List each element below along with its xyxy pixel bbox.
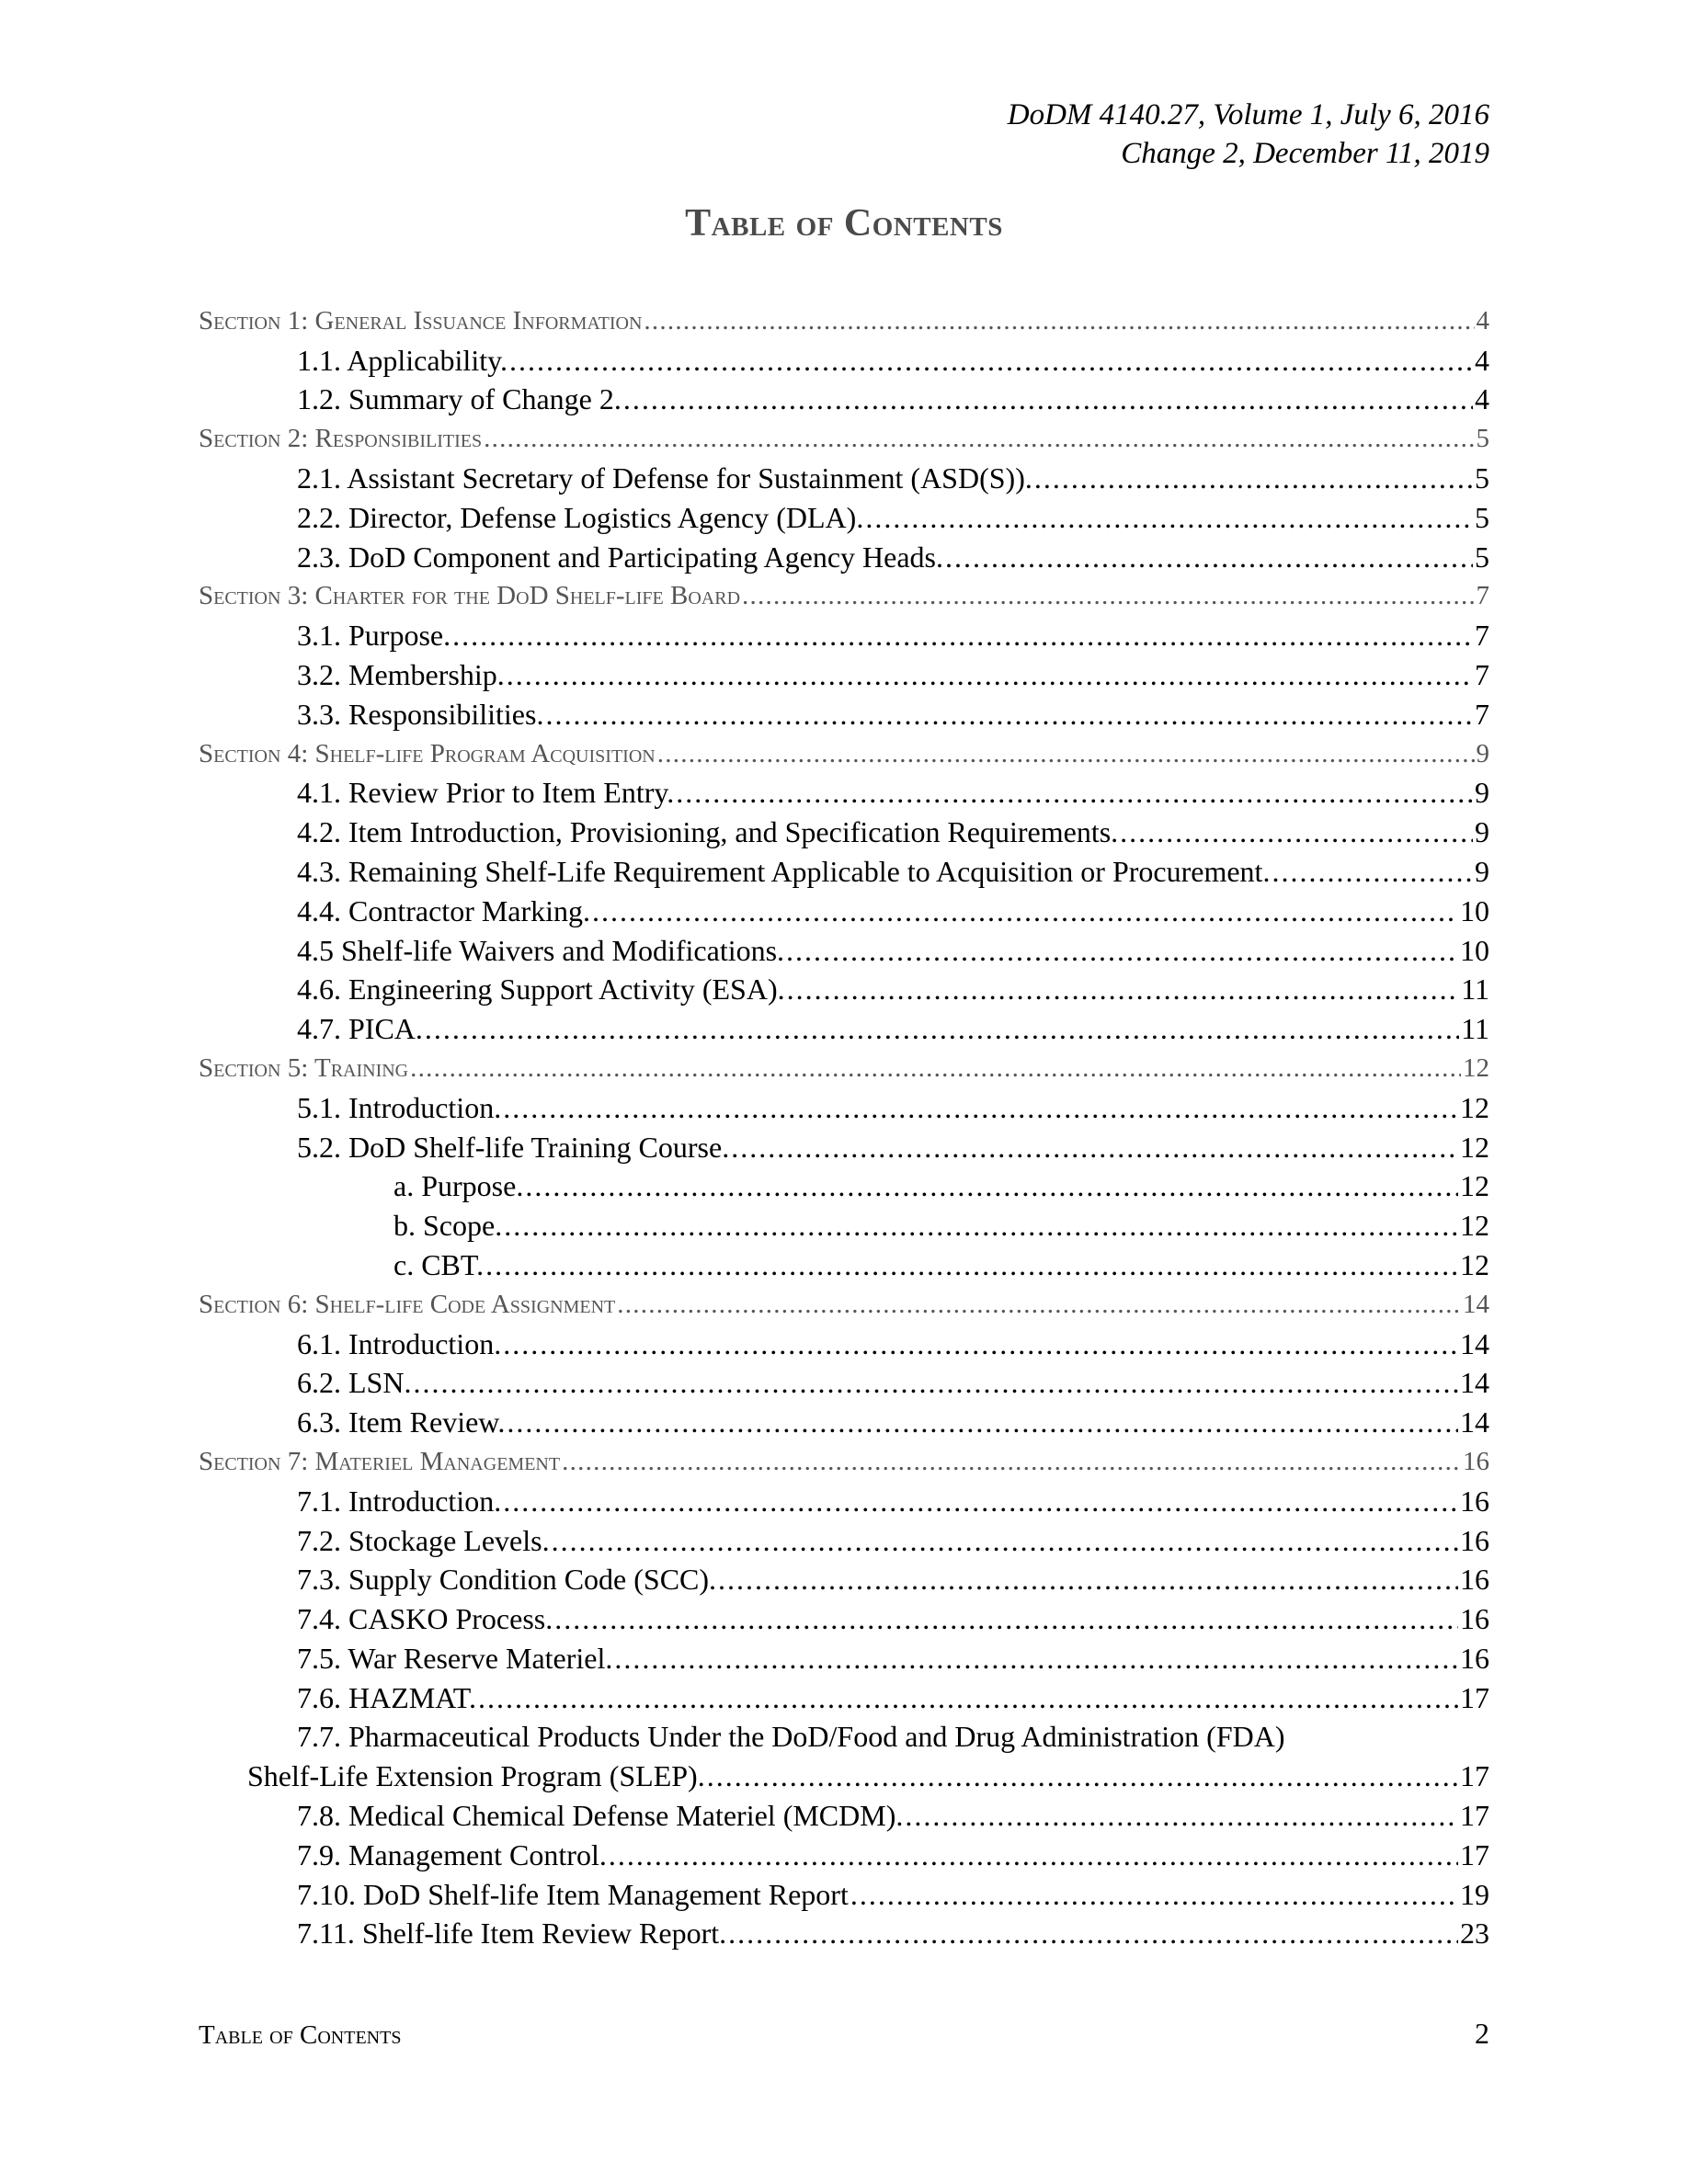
- toc-entry-page-number: 4: [1475, 382, 1489, 416]
- dot-leader: [413, 1364, 1458, 1401]
- toc-entry[interactable]: [199, 1834, 1489, 1873]
- dot-leader: [787, 971, 1460, 1007]
- toc-entry[interactable]: [199, 339, 1489, 379]
- toc-entry-title: Section 6: Shelf-life Code Assignment: [199, 1289, 616, 1319]
- toc-entry-page-number: 5: [1475, 500, 1489, 534]
- dot-leader: [552, 1522, 1458, 1559]
- toc-entry-title: 4.7. PICA.: [297, 1012, 423, 1046]
- dot-leader: [478, 1679, 1458, 1716]
- toc-entry[interactable]: [199, 1480, 1489, 1519]
- toc-entry-title: 3.2. Membership.: [297, 657, 505, 691]
- toc-entry-page-number: 4: [1475, 343, 1489, 377]
- toc-entry-title: 5.1. Introduction.: [297, 1090, 502, 1124]
- toc-entry[interactable]: [199, 1204, 1489, 1244]
- dot-leader: [507, 656, 1473, 693]
- toc-entry-title: 3.3. Responsibilities.: [297, 697, 544, 731]
- toc-section-entry[interactable]: [199, 300, 1489, 339]
- toc-entry-title: Shelf-Life Extension Program (SLEP).: [247, 1759, 705, 1793]
- toc-entry-page-number: 14: [1463, 1289, 1489, 1319]
- toc-entry-page-number: 10: [1460, 893, 1489, 927]
- toc-entry-title: 5.2. DoD Shelf-life Training Course.: [297, 1130, 730, 1164]
- dot-leader: [503, 1325, 1458, 1362]
- toc-entry-title: Section 7: Materiel Management: [199, 1446, 561, 1476]
- toc-entry-page-number: 16: [1460, 1563, 1489, 1597]
- toc-entry-title: 6.3. Item Review.: [297, 1405, 506, 1439]
- dot-leader: [850, 1876, 1458, 1913]
- toc-entry[interactable]: [199, 379, 1489, 418]
- dot-leader: [545, 696, 1473, 733]
- toc-entry-page-number: 17: [1460, 1837, 1489, 1871]
- toc-entry[interactable]: [199, 1755, 1489, 1794]
- toc-entry-title: 7.6. HAZMAT.: [297, 1680, 476, 1714]
- toc-entry-page-number: 5: [1475, 461, 1489, 495]
- toc-entry-title: 7.10. DoD Shelf-life Item Management Report: [297, 1877, 849, 1911]
- toc-entry-title: Section 2: Responsibilities: [199, 424, 483, 454]
- dot-leader: [525, 1167, 1458, 1204]
- footer-page-number: 2: [1475, 2017, 1489, 2050]
- toc-entry-title: 3.1. Purpose.: [297, 619, 451, 653]
- toc-entry-title: 4.6. Engineering Support Activity (ESA).: [297, 973, 785, 1007]
- toc-entry-title: 4.1. Review Prior to Item Entry.: [297, 776, 675, 810]
- toc-entry-page-number: 14: [1460, 1405, 1489, 1439]
- header-document-id: DoDM 4140.27, Volume 1, July 6, 2016: [1007, 98, 1489, 131]
- toc-entry-title: Section 4: Shelf-life Program Acquisition: [199, 738, 656, 768]
- dot-leader: [614, 1640, 1458, 1677]
- dot-leader: [1034, 460, 1473, 496]
- dot-leader: [484, 420, 1474, 457]
- toc-entry-title: 1.1. Applicability.: [297, 343, 508, 377]
- toc-entry[interactable]: [199, 929, 1489, 969]
- toc-entry[interactable]: [199, 1519, 1489, 1559]
- dot-leader: [609, 1837, 1458, 1873]
- dot-leader: [945, 539, 1473, 575]
- toc-entry[interactable]: [199, 496, 1489, 536]
- toc-entry-title: Section 1: General Issuance Information: [199, 305, 643, 336]
- toc-entry-title: 7.11. Shelf-life Item Review Report.: [297, 1917, 727, 1951]
- toc-section-entry[interactable]: [199, 417, 1489, 457]
- toc-entry-page-number: 19: [1460, 1877, 1489, 1911]
- header-change-date: Change 2, December 11, 2019: [1121, 137, 1489, 170]
- toc-entry-title: 7.5. War Reserve Materiel.: [297, 1641, 613, 1675]
- toc-entry-page-number: 17: [1460, 1680, 1489, 1714]
- toc-entry-title: 4.5 Shelf-life Waivers and Modifications.: [297, 933, 785, 967]
- toc-entry-page-number: 7: [1475, 619, 1489, 653]
- dot-leader: [623, 381, 1473, 417]
- toc-entry-page-number: 16: [1460, 1523, 1489, 1557]
- toc-entry[interactable]: [199, 614, 1489, 654]
- toc-entry-title: 2.3. DoD Component and Participating Agency Heads.: [297, 540, 943, 574]
- dot-leader: [657, 735, 1475, 772]
- toc-entry-page-number: 9: [1475, 854, 1489, 888]
- toc-entry-title: 2.2. Director, Defense Logistics Agency (DLA).: [297, 500, 864, 534]
- toc-entry[interactable]: [199, 811, 1489, 850]
- toc-entry[interactable]: [199, 1559, 1489, 1598]
- toc-entry-page-number: 14: [1460, 1366, 1489, 1400]
- toc-entry-page-number: 17: [1460, 1799, 1489, 1833]
- toc-entry-title: 7.7. Pharmaceutical Products Under the DoD/Food and Drug Administration (FDA): [297, 1720, 1285, 1754]
- dot-leader: [485, 1246, 1458, 1283]
- toc-entry-page-number: 9: [1475, 815, 1489, 849]
- toc-entry-title: 4.3. Remaining Shelf-Life Requirement Applicable to Acquisition or Procurement.: [297, 854, 1271, 888]
- toc-entry-page-number: 12: [1460, 1247, 1489, 1281]
- toc-entry-title: Section 3: Charter for the DoD Shelf-life Board: [199, 581, 741, 611]
- toc-entry-page-number: 16: [1463, 1446, 1489, 1476]
- toc-entry-page-number: 16: [1460, 1484, 1489, 1518]
- dot-leader: [1120, 813, 1473, 850]
- dot-leader: [707, 1757, 1458, 1794]
- toc-section-entry[interactable]: [199, 1283, 1489, 1323]
- toc-entry[interactable]: [199, 1362, 1489, 1402]
- toc-entry-title: Section 5: Training: [199, 1052, 409, 1083]
- toc-entry-page-number: 7: [1476, 581, 1489, 611]
- dot-leader: [728, 1915, 1458, 1951]
- toc-entry[interactable]: [199, 1323, 1489, 1362]
- document-header: [1008, 96, 1489, 173]
- toc-entry[interactable]: [199, 536, 1489, 575]
- toc-entry-title: 4.2. Item Introduction, Provisioning, and Specification Requirements.: [297, 815, 1119, 849]
- toc-entry[interactable]: [199, 1086, 1489, 1126]
- toc-section-entry[interactable]: [199, 733, 1489, 772]
- dot-leader: [786, 932, 1458, 969]
- toc-entry[interactable]: [199, 457, 1489, 496]
- toc-entry-title: 7.3. Supply Condition Code (SCC).: [297, 1563, 717, 1597]
- toc-entry-title: a. Purpose.: [393, 1169, 524, 1203]
- dot-leader: [644, 302, 1474, 339]
- dot-leader: [507, 1404, 1458, 1440]
- toc-entry-title: 2.1. Assistant Secretary of Defense for Sustainment (ASD(S)).: [297, 461, 1032, 495]
- toc-section-entry[interactable]: [199, 1440, 1489, 1480]
- dot-leader: [742, 577, 1474, 614]
- dot-leader: [503, 1483, 1458, 1519]
- toc-entry-page-number: 9: [1475, 776, 1489, 810]
- toc-entry-title: 7.2. Stockage Levels.: [297, 1523, 550, 1557]
- toc-entry-page-number: 11: [1461, 1012, 1489, 1046]
- toc-entry[interactable]: [199, 1716, 1489, 1756]
- dot-leader: [731, 1129, 1458, 1166]
- dot-leader: [503, 1089, 1458, 1126]
- toc-entry[interactable]: [199, 1166, 1489, 1205]
- toc-entry-page-number: 12: [1460, 1209, 1489, 1243]
- toc-entry-page-number: 23: [1460, 1917, 1489, 1951]
- table-of-contents: [199, 300, 1489, 1951]
- toc-entry-title: 6.2. LSN.: [297, 1366, 412, 1400]
- page-title: Table of Contents: [685, 202, 1003, 245]
- dot-leader: [1272, 853, 1473, 890]
- toc-entry[interactable]: [199, 1244, 1489, 1283]
- toc-entry-title: 4.4. Contractor Marking.: [297, 893, 591, 927]
- toc-entry-page-number: 12: [1460, 1169, 1489, 1203]
- toc-entry[interactable]: [199, 1794, 1489, 1834]
- toc-entry[interactable]: [199, 1677, 1489, 1716]
- toc-entry[interactable]: [199, 693, 1489, 733]
- dot-leader: [425, 1010, 1459, 1047]
- toc-entry-page-number: 4: [1476, 305, 1489, 336]
- toc-entry-page-number: 12: [1460, 1130, 1489, 1164]
- toc-entry-page-number: 7: [1475, 697, 1489, 731]
- toc-entry-page-number: 16: [1460, 1641, 1489, 1675]
- toc-entry[interactable]: [199, 654, 1489, 693]
- toc-entry-page-number: 7: [1475, 657, 1489, 691]
- dot-leader: [452, 617, 1473, 654]
- toc-entry-page-number: 12: [1463, 1052, 1489, 1083]
- dot-leader: [562, 1443, 1461, 1480]
- toc-entry[interactable]: [199, 772, 1489, 812]
- toc-entry[interactable]: [199, 890, 1489, 929]
- toc-entry-page-number: 16: [1460, 1602, 1489, 1636]
- dot-leader: [410, 1050, 1461, 1086]
- toc-entry-title: 7.1. Introduction.: [297, 1484, 502, 1518]
- toc-entry-page-number: 5: [1476, 424, 1489, 454]
- toc-entry-title: 6.1. Introduction.: [297, 1326, 502, 1360]
- toc-entry-title: 1.2. Summary of Change 2.: [297, 382, 622, 416]
- dot-leader: [509, 342, 1473, 379]
- toc-entry-title: 7.8. Medical Chemical Defense Materiel (MCDM).: [297, 1799, 904, 1833]
- toc-entry-page-number: 11: [1461, 973, 1489, 1007]
- toc-entry[interactable]: [199, 1401, 1489, 1440]
- toc-entry-title: 7.4. CASKO Process.: [297, 1602, 553, 1636]
- toc-entry[interactable]: [199, 969, 1489, 1008]
- dot-leader: [504, 1207, 1458, 1244]
- dot-leader: [554, 1600, 1458, 1637]
- toc-entry[interactable]: [199, 1007, 1489, 1047]
- dot-leader: [865, 499, 1473, 536]
- toc-entry[interactable]: [199, 1126, 1489, 1166]
- toc-entry[interactable]: [199, 850, 1489, 890]
- toc-section-entry[interactable]: [199, 1047, 1489, 1086]
- toc-entry[interactable]: [199, 1598, 1489, 1637]
- toc-entry-title: b. Scope.: [393, 1209, 503, 1243]
- toc-section-entry[interactable]: [199, 575, 1489, 615]
- toc-entry[interactable]: [199, 1637, 1489, 1677]
- toc-entry-page-number: 10: [1460, 933, 1489, 967]
- toc-entry[interactable]: [199, 1873, 1489, 1913]
- footer-section-label: Table of Contents: [199, 2020, 402, 2050]
- dot-leader: [676, 774, 1473, 811]
- dot-leader: [617, 1286, 1461, 1323]
- toc-entry[interactable]: [199, 1913, 1489, 1952]
- dot-leader: [718, 1561, 1458, 1598]
- toc-entry-page-number: 9: [1476, 738, 1489, 768]
- toc-entry-page-number: 14: [1460, 1326, 1489, 1360]
- toc-entry-page-number: 5: [1475, 540, 1489, 574]
- dot-leader: [592, 893, 1458, 929]
- toc-entry-title: c. CBT.: [393, 1247, 485, 1281]
- dot-leader: [905, 1797, 1458, 1834]
- toc-entry-page-number: 12: [1460, 1090, 1489, 1124]
- toc-entry-title: 7.9. Management Control.: [297, 1837, 607, 1871]
- toc-entry-page-number: 17: [1460, 1759, 1489, 1793]
